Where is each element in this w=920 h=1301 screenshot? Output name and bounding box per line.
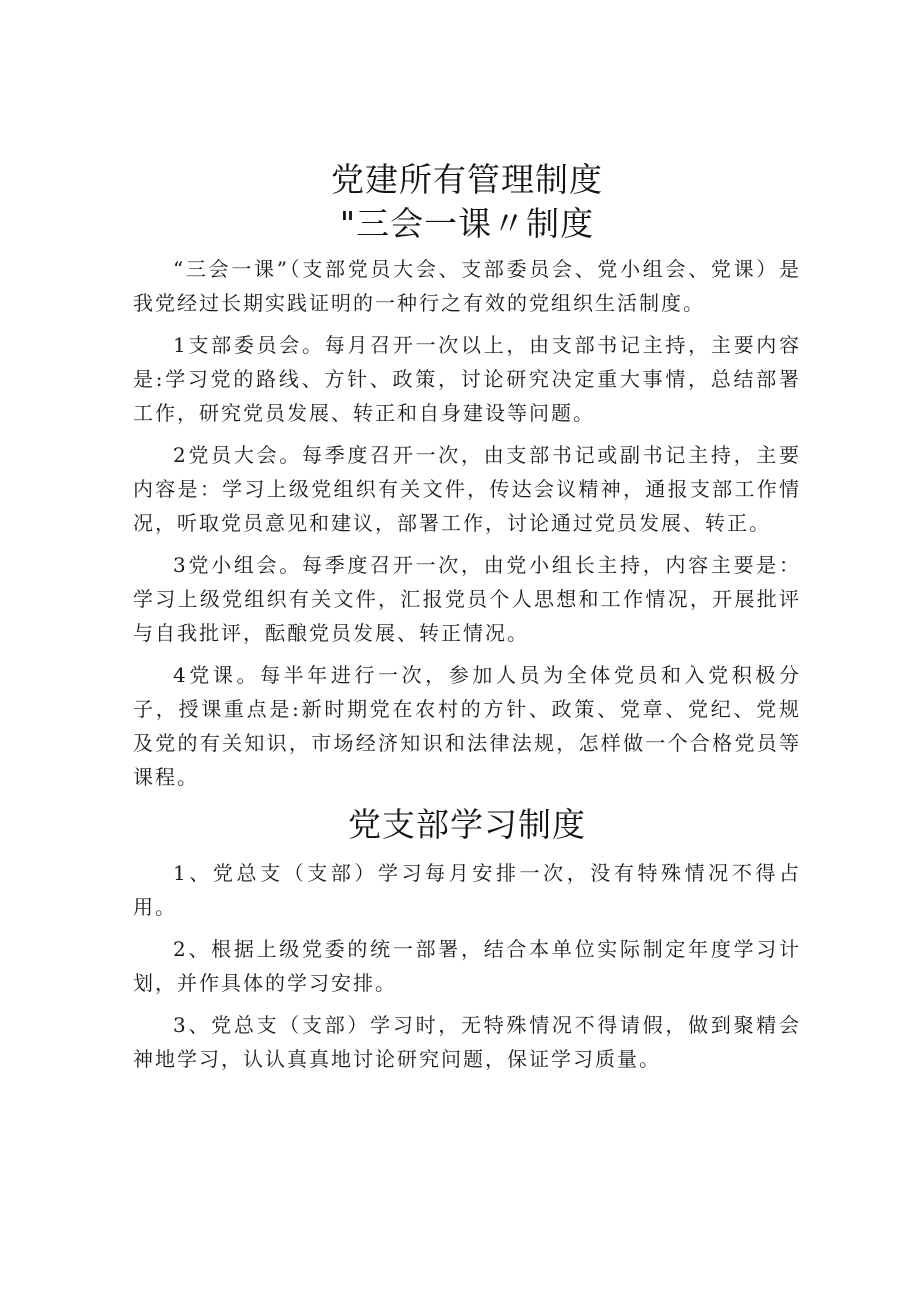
subtitle: "三会一课〃制度 xyxy=(339,204,595,243)
section-title: 党支部学习制度 xyxy=(348,805,586,844)
main-title: 党建所有管理制度 xyxy=(331,160,603,199)
item-paragraph: 2党员大会。每季度召开一次，由支部书记或副书记主持，主要内容是：学习上级党组织有关文件，传达会议精神，通报支部工作情况，听取党员意见和建议，部署工作，讨论通过党员发展、转正。 xyxy=(133,443,801,535)
document-content xyxy=(133,158,801,1084)
rule-paragraph: 2、根据上级党委的统一部署，结合本单位实际制定年度学习计划，并作具体的学习安排。 xyxy=(133,937,801,995)
item-paragraph: 4党课。每半年进行一次，参加人员为全体党员和入党积极分子，授课重点是:新时期党在农村的方针、政策、党章、党纪、党规及党的有关知识，市场经济知识和法律法规，怎样做一个合格党员等课程。 xyxy=(133,663,801,789)
rule-paragraph: 3、党总支（支部）学习时，无特殊情况不得请假，做到聚精会神地学习，认认真真地讨论研究问题，保证学习质量。 xyxy=(133,1013,801,1071)
item-paragraph: 3党小组会。每季度召开一次，由党小组长主持，内容主要是：学习上级党组织有关文件，汇报党员个人思想和工作情况，开展批评与自我批评，酝酿党员发展、转正情况。 xyxy=(133,553,801,645)
intro-paragraph: “三会一课”（支部党员大会、支部委员会、党小组会、党课）是我党经过长期实践证明的一种行之有效的党组织生活制度。 xyxy=(133,257,801,315)
item-paragraph: 1支部委员会。每月召开一次以上，由支部书记主持，主要内容是:学习党的路线、方针、政策，讨论研究决定重大事情，总结部署工作，研究党员发展、转正和自身建设等问题。 xyxy=(133,333,801,425)
rule-paragraph: 1、党总支（支部）学习每月安排一次，没有特殊情况不得占用。 xyxy=(133,861,801,919)
